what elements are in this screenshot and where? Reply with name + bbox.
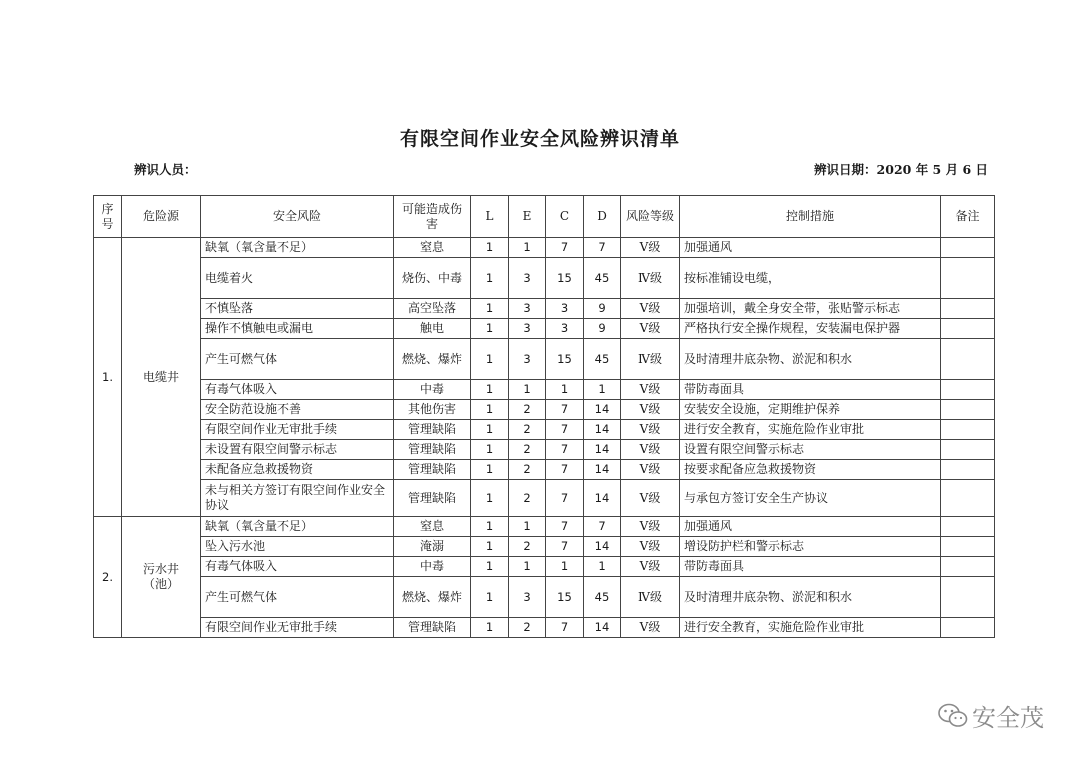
e-cell: 2 (509, 460, 546, 480)
level-cell: Ⅴ级 (621, 420, 680, 440)
identification-date: 辨识日期：2020 年 5 月 6 日 (814, 162, 988, 177)
hazard-source-cell: 电缆井 (122, 238, 201, 517)
c-cell: 7 (546, 517, 584, 537)
level-cell: Ⅳ级 (621, 339, 680, 380)
measure-cell: 设置有限空间警示标志 (680, 440, 941, 460)
c-cell: 15 (546, 577, 584, 618)
l-cell: 1 (471, 319, 509, 339)
c-cell: 3 (546, 299, 584, 319)
measure-cell: 进行安全教育，实施危险作业审批 (680, 618, 941, 638)
table-row (94, 537, 995, 557)
table-row (94, 460, 995, 480)
table-row (94, 238, 995, 258)
l-cell: 1 (471, 537, 509, 557)
l-cell: 1 (471, 557, 509, 577)
table-body (94, 238, 995, 638)
d-cell: 1 (584, 380, 621, 400)
remark-cell (941, 299, 995, 319)
l-cell: 1 (471, 339, 509, 380)
header-level: 风险等级 (621, 196, 680, 238)
remark-cell (941, 339, 995, 380)
c-cell: 7 (546, 400, 584, 420)
measure-cell: 带防毒面具 (680, 557, 941, 577)
table-row (94, 577, 995, 618)
e-cell: 3 (509, 299, 546, 319)
risk-cell: 缺氧（氧含量不足） (201, 238, 394, 258)
d-cell: 14 (584, 460, 621, 480)
remark-cell (941, 400, 995, 420)
harm-cell: 窒息 (394, 517, 471, 537)
risk-cell: 有毒气体吸入 (201, 557, 394, 577)
seq-cell: 2. (94, 517, 122, 638)
d-cell: 14 (584, 400, 621, 420)
table-row (94, 258, 995, 299)
harm-cell: 管理缺陷 (394, 440, 471, 460)
risk-cell: 有限空间作业无审批手续 (201, 618, 394, 638)
level-cell: Ⅴ级 (621, 460, 680, 480)
table-row (94, 319, 995, 339)
d-cell: 7 (584, 238, 621, 258)
measure-cell: 及时清理井底杂物、淤泥和积水 (680, 577, 941, 618)
harm-cell: 管理缺陷 (394, 618, 471, 638)
remark-cell (941, 618, 995, 638)
e-cell: 2 (509, 537, 546, 557)
risk-cell: 有限空间作业无审批手续 (201, 420, 394, 440)
level-cell: Ⅴ级 (621, 557, 680, 577)
risk-cell: 未与相关方签订有限空间作业安全协议 (201, 480, 394, 517)
remark-cell (941, 460, 995, 480)
measure-cell: 加强培训，戴全身安全带，张贴警示标志 (680, 299, 941, 319)
header-seq: 序号 (94, 196, 122, 238)
risk-cell: 产生可燃气体 (201, 339, 394, 380)
remark-cell (941, 238, 995, 258)
measure-cell: 与承包方签订安全生产协议 (680, 480, 941, 517)
harm-cell: 触电 (394, 319, 471, 339)
d-cell: 7 (584, 517, 621, 537)
e-cell: 1 (509, 380, 546, 400)
risk-cell: 未设置有限空间警示标志 (201, 440, 394, 460)
harm-cell: 管理缺陷 (394, 420, 471, 440)
l-cell: 1 (471, 420, 509, 440)
hazard-source-cell: 污水井（池） (122, 517, 201, 638)
table-row (94, 380, 995, 400)
l-cell: 1 (471, 517, 509, 537)
l-cell: 1 (471, 299, 509, 319)
remark-cell (941, 537, 995, 557)
c-cell: 1 (546, 557, 584, 577)
e-cell: 2 (509, 420, 546, 440)
d-cell: 14 (584, 537, 621, 557)
measure-cell: 加强通风 (680, 517, 941, 537)
l-cell: 1 (471, 460, 509, 480)
risk-cell: 操作不慎触电或漏电 (201, 319, 394, 339)
measure-cell: 加强通风 (680, 238, 941, 258)
c-cell: 7 (546, 537, 584, 557)
e-cell: 2 (509, 440, 546, 460)
level-cell: Ⅳ级 (621, 577, 680, 618)
table-row (94, 299, 995, 319)
harm-cell: 燃烧、爆炸 (394, 577, 471, 618)
harm-cell: 燃烧、爆炸 (394, 339, 471, 380)
harm-cell: 中毒 (394, 557, 471, 577)
e-cell: 2 (509, 618, 546, 638)
level-cell: Ⅴ级 (621, 440, 680, 460)
level-cell: Ⅴ级 (621, 400, 680, 420)
table-row (94, 339, 995, 380)
e-cell: 3 (509, 577, 546, 618)
remark-cell (941, 440, 995, 460)
table-row (94, 420, 995, 440)
e-cell: 3 (509, 319, 546, 339)
e-cell: 1 (509, 557, 546, 577)
risk-cell: 电缆着火 (201, 258, 394, 299)
risk-cell: 坠入污水池 (201, 537, 394, 557)
harm-cell: 管理缺陷 (394, 480, 471, 517)
l-cell: 1 (471, 440, 509, 460)
harm-cell: 中毒 (394, 380, 471, 400)
l-cell: 1 (471, 400, 509, 420)
measure-cell: 增设防护栏和警示标志 (680, 537, 941, 557)
d-cell: 9 (584, 319, 621, 339)
c-cell: 7 (546, 618, 584, 638)
e-cell: 2 (509, 480, 546, 517)
remark-cell (941, 577, 995, 618)
measure-cell: 进行安全教育，实施危险作业审批 (680, 420, 941, 440)
remark-cell (941, 480, 995, 517)
measure-cell: 按要求配备应急救援物资 (680, 460, 941, 480)
table-row (94, 480, 995, 517)
identifier-label: 辨识人员： (134, 162, 197, 177)
risk-cell: 未配备应急救援物资 (201, 460, 394, 480)
table-header-row (94, 196, 995, 238)
level-cell: Ⅴ级 (621, 537, 680, 557)
e-cell: 3 (509, 339, 546, 380)
seq-cell: 1. (94, 238, 122, 517)
c-cell: 7 (546, 460, 584, 480)
measure-cell: 及时清理井底杂物、淤泥和积水 (680, 339, 941, 380)
table-row (94, 618, 995, 638)
l-cell: 1 (471, 380, 509, 400)
level-cell: Ⅴ级 (621, 517, 680, 537)
remark-cell (941, 258, 995, 299)
risk-table (93, 195, 995, 638)
header-c: C (546, 196, 584, 238)
c-cell: 1 (546, 380, 584, 400)
d-cell: 9 (584, 299, 621, 319)
measure-cell: 安装安全设施，定期维护保养 (680, 400, 941, 420)
d-cell: 14 (584, 420, 621, 440)
d-cell: 45 (584, 258, 621, 299)
d-cell: 1 (584, 557, 621, 577)
l-cell: 1 (471, 618, 509, 638)
l-cell: 1 (471, 258, 509, 299)
l-cell: 1 (471, 577, 509, 618)
risk-cell: 缺氧（氧含量不足） (201, 517, 394, 537)
risk-cell: 产生可燃气体 (201, 577, 394, 618)
c-cell: 7 (546, 420, 584, 440)
level-cell: Ⅴ级 (621, 299, 680, 319)
l-cell: 1 (471, 238, 509, 258)
d-cell: 14 (584, 480, 621, 517)
level-cell: Ⅴ级 (621, 380, 680, 400)
d-cell: 14 (584, 440, 621, 460)
level-cell: Ⅴ级 (621, 618, 680, 638)
harm-cell: 淹溺 (394, 537, 471, 557)
remark-cell (941, 380, 995, 400)
level-cell: Ⅳ级 (621, 258, 680, 299)
l-cell: 1 (471, 480, 509, 517)
e-cell: 1 (509, 238, 546, 258)
measure-cell: 按标准铺设电缆， (680, 258, 941, 299)
c-cell: 3 (546, 319, 584, 339)
measure-cell: 严格执行安全操作规程，安装漏电保护器 (680, 319, 941, 339)
header-remark: 备注 (941, 196, 995, 238)
risk-cell: 安全防范设施不善 (201, 400, 394, 420)
harm-cell: 管理缺陷 (394, 460, 471, 480)
level-cell: Ⅴ级 (621, 480, 680, 517)
table-row (94, 517, 995, 537)
remark-cell (941, 319, 995, 339)
risk-cell: 不慎坠落 (201, 299, 394, 319)
watermark-text: 安全茂 (972, 704, 1044, 732)
c-cell: 15 (546, 258, 584, 299)
harm-cell: 窒息 (394, 238, 471, 258)
level-cell: Ⅴ级 (621, 319, 680, 339)
header-risk: 安全风险 (201, 196, 394, 238)
d-cell: 45 (584, 577, 621, 618)
e-cell: 3 (509, 258, 546, 299)
d-cell: 14 (584, 618, 621, 638)
c-cell: 7 (546, 440, 584, 460)
harm-cell: 其他伤害 (394, 400, 471, 420)
wechat-icon (938, 703, 968, 729)
header-measure: 控制措施 (680, 196, 941, 238)
e-cell: 2 (509, 400, 546, 420)
header-harm: 可能造成伤害 (394, 196, 471, 238)
c-cell: 15 (546, 339, 584, 380)
e-cell: 1 (509, 517, 546, 537)
table-row (94, 440, 995, 460)
level-cell: Ⅴ级 (621, 238, 680, 258)
d-cell: 45 (584, 339, 621, 380)
header-source: 危险源 (122, 196, 201, 238)
c-cell: 7 (546, 238, 584, 258)
harm-cell: 烧伤、中毒 (394, 258, 471, 299)
header-e: E (509, 196, 546, 238)
measure-cell: 带防毒面具 (680, 380, 941, 400)
remark-cell (941, 517, 995, 537)
table-row (94, 557, 995, 577)
watermark (938, 698, 1044, 733)
remark-cell (941, 420, 995, 440)
c-cell: 7 (546, 480, 584, 517)
table-row (94, 400, 995, 420)
header-d: D (584, 196, 621, 238)
remark-cell (941, 557, 995, 577)
document-title: 有限空间作业安全风险辨识清单 (399, 128, 680, 150)
harm-cell: 高空坠落 (394, 299, 471, 319)
header-l: L (471, 196, 509, 238)
risk-cell: 有毒气体吸入 (201, 380, 394, 400)
